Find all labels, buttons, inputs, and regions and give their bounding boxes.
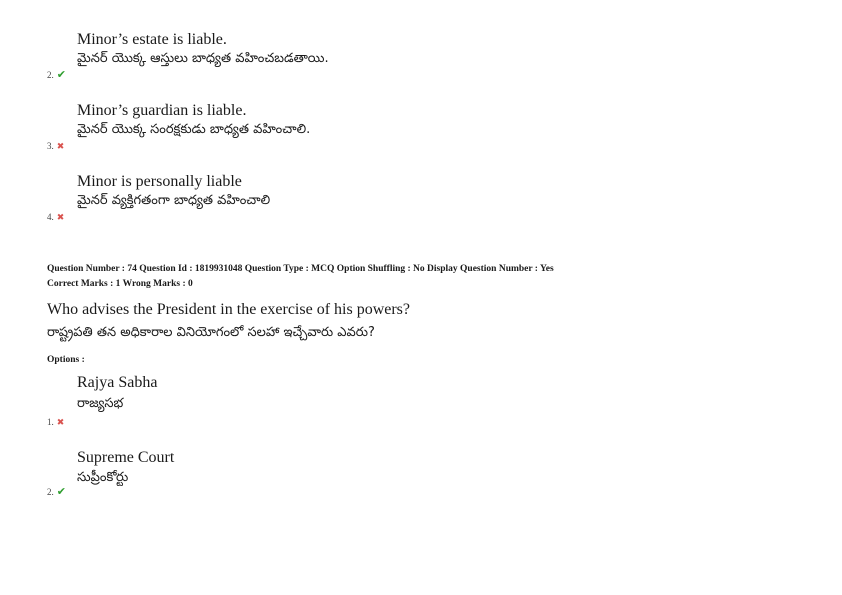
option-number	[47, 70, 66, 80]
option-text-te: సుప్రీంకోర్టు	[77, 470, 129, 485]
cross-icon: ✖	[56, 213, 65, 223]
question-text-te: రాష్ట్రపతి తన అధికారాల వినియోగంలో సలహా ఇచ్చేవారు ఎవరు?	[47, 325, 375, 340]
option-text-te: మైనర్ వ్యక్తిగతంగా బాధ్యత వహించాలి	[77, 193, 271, 208]
option-text-en: Rajya Sabha	[77, 374, 158, 391]
checkmark-icon: ✔	[56, 68, 66, 81]
checkmark-icon: ✔	[56, 485, 66, 498]
option-number	[47, 417, 64, 428]
option-number-label: 1.	[47, 417, 54, 427]
option-text-en: Supreme Court	[77, 449, 175, 466]
option-text-te: మైనర్ యొక్క సంరక్షకుడు బాధ్యత వహించాలి.	[77, 122, 311, 137]
option-number	[47, 141, 64, 152]
option-number-label: 2.	[47, 70, 54, 80]
option-number-label: 4.	[47, 212, 54, 222]
option-number	[47, 212, 64, 223]
cross-icon: ✖	[56, 142, 65, 152]
question-meta: Question Number : 74 Question Id : 1819931048 Question Type : MCQ Option Shuffling : No Display Question Number : Yes	[47, 264, 554, 274]
option-number	[47, 487, 66, 497]
option-text-en: Minor’s estate is liable.	[77, 31, 227, 48]
option-number-label: 2.	[47, 487, 54, 497]
option-text-en: Minor is personally liable	[77, 173, 242, 190]
options-label: Options :	[47, 355, 85, 365]
option-number-label: 3.	[47, 141, 54, 151]
cross-icon: ✖	[56, 418, 65, 428]
question-text-en: Who advises the President in the exercise of his powers?	[47, 301, 411, 318]
option-text-te: మైనర్ యొక్క ఆస్తులు బాధ్యత వహించబడతాయి.	[77, 51, 329, 66]
question-marks: Correct Marks : 1 Wrong Marks : 0	[47, 279, 193, 289]
option-text-te: రాజ్యసభ	[77, 396, 124, 411]
option-text-en: Minor’s guardian is liable.	[77, 102, 247, 119]
